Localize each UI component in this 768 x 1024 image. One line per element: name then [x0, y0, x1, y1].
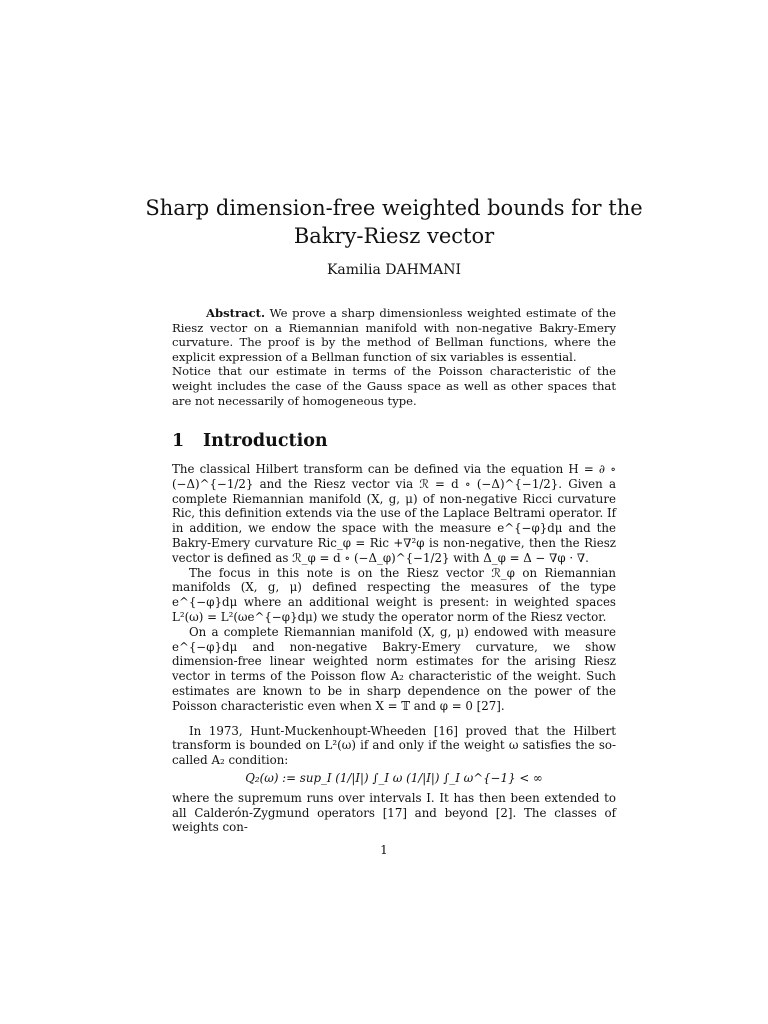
- section-heading: [172, 431, 328, 451]
- body-paragraph-5: where the supremum runs over intervals I. It has then been extended to all Calderón-Zygmund operators [17] and beyond [2]. The classes of weights con-: [172, 790, 616, 835]
- page-number: 1: [380, 843, 388, 857]
- a2-condition-formula: Q₂(ω) := sup_I (1/|I|) ∫_I ω (1/|I|) ∫_I ω^{−1} < ∞: [245, 770, 543, 785]
- abstract-text-1: We prove a sharp dimensionless weighted estimate of the Riesz vector on a Riemannian manifold with non-negative Bakry-Emery curvature. The proof is by the method of Bellman functions, where the explicit expression of a Bellman function of six variables is essential.: [172, 306, 616, 364]
- section-number: 1: [172, 431, 185, 451]
- title-line-2: Bakry-Riesz vector: [293, 224, 495, 248]
- abstract-heading: Abstract.: [206, 306, 266, 320]
- body-paragraph-3: On a complete Riemannian manifold (X, g, μ) endowed with measure e^{−φ}dμ and non-negative Bakry-Emery curvature, we show dimension-free linear weighted norm estimates for the arising Riesz vector in terms of the Poisson flow A₂ characteristic of the weight. Such estimates are known to be in sharp dependence on the power of the Poisson characteristic even when X = 𝕋 and φ = 0 [27].: [172, 624, 616, 713]
- title-line-1: Sharp dimension-free weighted bounds for the: [145, 196, 643, 220]
- body-paragraph-1: The classical Hilbert transform can be defined via the equation H = ∂ ∘ (−Δ)^{−1/2} and the Riesz vector via ℛ = d ∘ (−Δ)^{−1/2}. Given a complete Riemannian manifold (X, g, μ) of non-negative Ricci curvature Ric, this definition extends via the use of the Laplace Beltrami operator. If in addition, we endow the space with the measure e^{−φ}dμ and the Bakry-Emery curvature Ric_φ = Ric +∇²φ is non-negative, then the Riesz vector is defined as ℛ_φ = d ∘ (−Δ_φ)^{−1/2} with Δ_φ = Δ − ∇φ · ∇.: [172, 462, 616, 565]
- author-name: Kamilia DAHMANI: [326, 262, 462, 278]
- abstract: [172, 306, 616, 408]
- section-title: Introduction: [203, 431, 328, 451]
- abstract-paragraph-1: [172, 306, 616, 364]
- body-paragraph-2: The focus in this note is on the Riesz vector ℛ_φ on Riemannian manifolds (X, g, μ) defined respecting the measures of the type e^{−φ}dμ where an additional weight is present: in weighted spaces L²(ω) = L²(ωe^{−φ}dμ) we study the operator norm of the Riesz vector.: [172, 565, 616, 624]
- abstract-paragraph-2: Notice that our estimate in terms of the Poisson characteristic of the weight includes the case of the Gauss space as well as other spaces that are not necessarily of homogeneous type.: [172, 364, 616, 408]
- body-paragraph-4: In 1973, Hunt-Muckenhoupt-Wheeden [16] proved that the Hilbert transform is bounded on L²(ω) if and only if the weight ω satisfies the so-called A₂ condition:: [172, 723, 616, 768]
- paper-title: [120, 194, 668, 250]
- section-body: [172, 462, 616, 835]
